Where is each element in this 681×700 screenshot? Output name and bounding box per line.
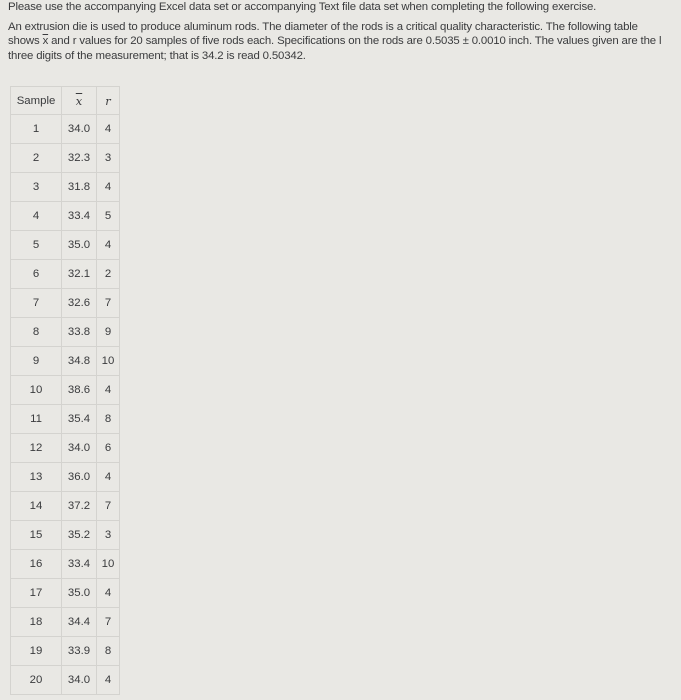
cell-xbar: 34.4 bbox=[62, 608, 97, 637]
cell-sample: 20 bbox=[11, 666, 62, 695]
description-line-2-start: shows bbox=[8, 35, 43, 47]
cell-r: 5 bbox=[97, 202, 120, 231]
cell-sample: 12 bbox=[11, 434, 62, 463]
table-header-row bbox=[11, 87, 120, 115]
description-line-2 bbox=[8, 34, 674, 49]
cell-xbar: 33.4 bbox=[62, 550, 97, 579]
cell-r: 4 bbox=[97, 376, 120, 405]
header-xbar: $\overline{x}$ bbox=[62, 87, 97, 115]
cell-xbar: 33.9 bbox=[62, 637, 97, 666]
cell-xbar: 34.0 bbox=[62, 434, 97, 463]
cell-r: 4 bbox=[97, 666, 120, 695]
table-row bbox=[11, 115, 120, 144]
cell-xbar: 38.6 bbox=[62, 376, 97, 405]
description-line-1: An extrusion die is used to produce aluminum rods. The diameter of the rods is a critical quality characteristic. The following table bbox=[8, 20, 638, 33]
cell-xbar: 35.2 bbox=[62, 521, 97, 550]
cell-xbar: 33.8 bbox=[62, 318, 97, 347]
table-row bbox=[11, 637, 120, 666]
cell-sample: 3 bbox=[11, 173, 62, 202]
cell-sample: 14 bbox=[11, 492, 62, 521]
cell-r: 7 bbox=[97, 289, 120, 318]
table-row bbox=[11, 260, 120, 289]
cell-sample: 4 bbox=[11, 202, 62, 231]
instruction-line: Please use the accompanying Excel data set or accompanying Text file data set when completing the following exercise. bbox=[8, 1, 597, 13]
cell-xbar: 32.6 bbox=[62, 289, 97, 318]
cell-xbar: 34.8 bbox=[62, 347, 97, 376]
cell-r: 3 bbox=[97, 144, 120, 173]
cell-sample: 6 bbox=[11, 260, 62, 289]
cell-r: 7 bbox=[97, 608, 120, 637]
cell-r: 4 bbox=[97, 231, 120, 260]
sample-data-table bbox=[10, 86, 120, 695]
cell-r: 7 bbox=[97, 492, 120, 521]
table-row bbox=[11, 550, 120, 579]
cell-r: 4 bbox=[97, 463, 120, 492]
table-body bbox=[11, 115, 120, 695]
cell-xbar: 35.0 bbox=[62, 231, 97, 260]
cell-sample: 18 bbox=[11, 608, 62, 637]
table-row bbox=[11, 347, 120, 376]
cell-xbar: 32.3 bbox=[62, 144, 97, 173]
cell-sample: 10 bbox=[11, 376, 62, 405]
table-row bbox=[11, 463, 120, 492]
cell-sample: 1 bbox=[11, 115, 62, 144]
cell-r: 4 bbox=[97, 579, 120, 608]
table-row bbox=[11, 202, 120, 231]
cell-xbar: 36.0 bbox=[62, 463, 97, 492]
cell-sample: 5 bbox=[11, 231, 62, 260]
table-row bbox=[11, 318, 120, 347]
cell-r: 9 bbox=[97, 318, 120, 347]
cell-r: 8 bbox=[97, 405, 120, 434]
table-row bbox=[11, 231, 120, 260]
cell-sample: 17 bbox=[11, 579, 62, 608]
cell-r: 6 bbox=[97, 434, 120, 463]
description-line-2-rest: and r values for 20 samples of five rods each. Specifications on the rods are 0.5035 ± 0.0010 inch. The values given are the l bbox=[48, 35, 662, 47]
description-line-3: three digits of the measurement; that is 34.2 is read 0.50342. bbox=[8, 49, 306, 62]
cell-xbar: 37.2 bbox=[62, 492, 97, 521]
cell-r: 10 bbox=[97, 347, 120, 376]
cell-xbar: 34.0 bbox=[62, 115, 97, 144]
cell-xbar: 32.1 bbox=[62, 260, 97, 289]
table-row bbox=[11, 666, 120, 695]
cell-xbar: 31.8 bbox=[62, 173, 97, 202]
cell-xbar: 35.4 bbox=[62, 405, 97, 434]
cell-r: 4 bbox=[97, 115, 120, 144]
table-row bbox=[11, 376, 120, 405]
table-row bbox=[11, 289, 120, 318]
cell-sample: 7 bbox=[11, 289, 62, 318]
xbar-symbol: $\overline{x}$ bbox=[42, 35, 49, 47]
cell-r: 3 bbox=[97, 521, 120, 550]
header-sample: Sample bbox=[11, 87, 62, 115]
table-row bbox=[11, 492, 120, 521]
cell-xbar: 34.0 bbox=[62, 666, 97, 695]
cell-sample: 9 bbox=[11, 347, 62, 376]
table-row bbox=[11, 144, 120, 173]
cell-sample: 2 bbox=[11, 144, 62, 173]
header-r: r bbox=[97, 87, 120, 115]
cell-r: 8 bbox=[97, 637, 120, 666]
cell-sample: 19 bbox=[11, 637, 62, 666]
table-row bbox=[11, 405, 120, 434]
table-row bbox=[11, 434, 120, 463]
table-row bbox=[11, 521, 120, 550]
cell-xbar: 33.4 bbox=[62, 202, 97, 231]
cell-sample: 8 bbox=[11, 318, 62, 347]
cell-r: 10 bbox=[97, 550, 120, 579]
problem-statement bbox=[8, 0, 674, 63]
cell-sample: 13 bbox=[11, 463, 62, 492]
cell-xbar: 35.0 bbox=[62, 579, 97, 608]
table-row bbox=[11, 579, 120, 608]
cell-sample: 16 bbox=[11, 550, 62, 579]
table-row bbox=[11, 173, 120, 202]
cell-r: 4 bbox=[97, 173, 120, 202]
cell-sample: 11 bbox=[11, 405, 62, 434]
cell-sample: 15 bbox=[11, 521, 62, 550]
table-row bbox=[11, 608, 120, 637]
cell-r: 2 bbox=[97, 260, 120, 289]
